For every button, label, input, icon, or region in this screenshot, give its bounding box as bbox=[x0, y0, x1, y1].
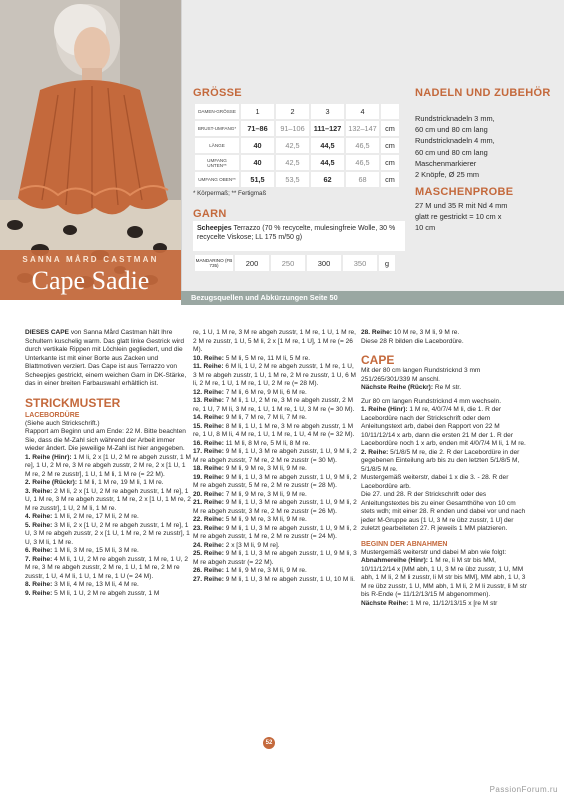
row-label: 20. Reihe: bbox=[193, 490, 224, 498]
row-text: 9 M li, 1 U, 3 M re abgeh zusstr, 1 U, 9 M li, 2 M re abgeh zusstr, 3 M re, 2 M re zusstr (= 26 M). bbox=[193, 499, 357, 515]
row-label: BRUST-UMFANG* bbox=[195, 121, 239, 136]
column-1 bbox=[25, 329, 191, 598]
unit-cell: cm bbox=[381, 121, 399, 136]
list-item: glatt re gestrickt = 10 cm x bbox=[415, 212, 502, 222]
instruction-row bbox=[361, 329, 527, 338]
size-cell: 44,5 bbox=[311, 155, 344, 170]
yarn-brand: Scheepjes bbox=[197, 225, 232, 232]
watermark: PassionForum.ru bbox=[489, 785, 558, 794]
size-cell: 71–86 bbox=[241, 121, 274, 136]
subsection-heading: BEGINN DER ABNAHMEN bbox=[361, 540, 448, 548]
row-text: 9 M li, 1 U, 3 M re abgeh zusstr, 1 U, 10 M li. bbox=[223, 575, 355, 583]
size-footnote: * Körpermaß; ** Fertigmaß bbox=[193, 190, 267, 197]
section-heading: STRICKMUSTER bbox=[25, 395, 121, 410]
panel-divider bbox=[181, 0, 182, 295]
table-row bbox=[195, 255, 395, 271]
row-text: 9 M li, 1 U, 3 M re abgeh zusstr, 1 U, 9 M li, 2 M re abgeh zusstr, 7 M re, 2 M re zusstr (= 30 M). bbox=[193, 448, 357, 464]
row-label: Nächste Reihe (Rückr): bbox=[361, 384, 434, 391]
column-3 bbox=[361, 329, 527, 608]
size-cell: 40 bbox=[241, 155, 274, 170]
row-label: 25. Reihe: bbox=[193, 550, 224, 557]
instruction-row bbox=[25, 479, 191, 488]
table-row bbox=[195, 104, 399, 119]
instruction-row bbox=[193, 576, 359, 585]
row-label: 1. Reihe (Hinr): bbox=[25, 453, 72, 461]
unit-cell: cm bbox=[381, 138, 399, 153]
row-label: 13. Reihe: bbox=[193, 397, 224, 404]
instruction-row bbox=[193, 525, 359, 542]
instruction-row bbox=[193, 567, 359, 576]
row-text: 1 M li, 2 x [1 U, 2 M re abgeh zusstr, 1 M re], 1 U, 2 M re, 3 M re abgeh zusstr, 2 M re, 2 x [1 U, 1 M re, 2 M re zusstr], 1 U, 1 M li, 1 M re (= 22 M). bbox=[25, 453, 191, 478]
section-heading: CAPE bbox=[361, 353, 395, 367]
row-text: 4 M li, 1 U, 2 M re abgeh zusstr, 1 M re, 1 U, 2 M re, 3 M re abgeh zusstr, 2 M re, 1 U, 1 M re, 2 M re zusstr, 1 U, 4 M li, 1 U, 1 M re, 1 U (= 24 M). bbox=[25, 555, 189, 580]
row-text: 5/1/8/5 M re, die 2. R der Lacebordüre in der gegebenen Einteilung arb bis zu den letzten 5/1/8/5 M, 5/1/8/5 M re. bbox=[361, 448, 520, 473]
needles-heading: NADELN UND ZUBEHÖR bbox=[415, 87, 551, 99]
row-label: 28. Reihe: bbox=[361, 329, 392, 336]
row-text: 7 M li, 6 M re, 9 M li, 6 M re. bbox=[223, 388, 307, 396]
instruction-row bbox=[25, 513, 191, 522]
instruction-row bbox=[193, 389, 359, 398]
row-label: 10. Reihe: bbox=[193, 354, 224, 362]
yarn-amount: 250 bbox=[271, 255, 305, 271]
row-text: 9 M li, 7 M re, 7 M li, 7 M re. bbox=[223, 414, 307, 421]
intro-paragraph bbox=[25, 329, 191, 389]
instruction-row bbox=[25, 488, 191, 514]
row-text: 9 M li, 1 U, 3 M re abgeh zusstr, 1 U, 9 M li, 2 M re abgeh zusstr, 1 M re, 2 M re zusstr (= 24 M). bbox=[193, 524, 357, 540]
sources-link[interactable]: Bezugsquellen und Abkürzungen Seite 50 bbox=[191, 293, 338, 302]
row-text: 1 M re, 4/0/7/4 M li, die 1. R der Lacebordüre nach der Strickschrift oder dem Anleitungstext arb, dabei den Rapport von 22 M 10/11/12/14 x arb, dann die ersten 21 M der 1. R der Lacebordüre noch 1 x arb, enden mit 4/0/7/4 M li, 1 M re. bbox=[361, 406, 526, 447]
instruction-row bbox=[193, 448, 359, 465]
row-text: 2 x [3 M li, 9 M re]. bbox=[223, 541, 280, 549]
row-text: 6 M li, 1 U, 2 M re abgeh zusstr, 1 M re, 1 U, 3 M re abgeh zusstr, 1 U, 1 M re, 2 M re zusstr, 1 U, 6 M li, 2 M re, 1 U, 1 M re, 1 U, 2 M re (= 28 M). bbox=[193, 363, 357, 387]
paragraph: Mustergemäß weiterstr und dabei M abn wie folgt: bbox=[361, 548, 507, 556]
instruction-row bbox=[193, 542, 359, 551]
row-text: 9 M li, 1 U, 3 M re abgeh zusstr, 1 U, 9 M li, 3 M re abgeh zusstr (= 22 M). bbox=[193, 550, 357, 566]
size-table bbox=[193, 102, 401, 189]
gauge-text bbox=[415, 200, 555, 234]
row-text: 1 M li, 1 M re, 19 M li, 1 M re. bbox=[77, 479, 164, 486]
yarn-unit: g bbox=[379, 255, 395, 271]
row-text: 8 M li, 1 U, 1 M re, 3 M re abgeh zusstr, 1 M re, 1 U, 8 M li, 4 M re, 1 U, 1 M re, 1 U, 4 M re (= 32 M). bbox=[193, 422, 355, 438]
unit-cell bbox=[381, 104, 399, 119]
row-text: 1 M li, 2 M re, 17 M li, 2 M re. bbox=[52, 513, 139, 520]
instruction-row bbox=[25, 547, 191, 556]
row-label: 14. Reihe: bbox=[193, 414, 224, 421]
row-text: 1 M re, 11/12/13/15 x [re M str bbox=[408, 599, 498, 607]
row-text: 1 M li, 9 M re, 3 M li, 9 M re. bbox=[223, 567, 307, 574]
instruction-row bbox=[361, 557, 527, 600]
size-cell: 46,5 bbox=[346, 138, 379, 153]
instruction-row bbox=[193, 423, 359, 440]
paragraph: Diese 28 R bilden die Lacebordüre. bbox=[361, 337, 464, 345]
row-label: 11. Reihe: bbox=[193, 363, 224, 370]
paragraph: Rapport am Beginn und am Ende: 22 M. Bitte beachten Sie, dass die M-Zahl sich während der Arbeit immer wieder ändert. Die jeweilige M-Zahl ist hier angegeben. bbox=[25, 428, 186, 452]
list-item: Maschenmarkierer bbox=[415, 158, 477, 168]
page-number: 52 bbox=[263, 737, 275, 749]
row-label: UMFANG UNTEN** bbox=[195, 155, 239, 170]
instruction-row bbox=[193, 363, 359, 389]
row-label: 2. Reihe: bbox=[361, 448, 389, 456]
paragraph: re, 1 U, 1 M re, 3 M re abgeh zusstr, 1 M re, 1 U, 1 M re, 2 M re zusstr, 1 U, 5 M li, 2 x [1 M re, 1 U], 1 M re (= 26 M). bbox=[193, 329, 357, 353]
row-label: 3. Reihe: bbox=[25, 487, 53, 495]
size-cell: 2 bbox=[276, 104, 309, 119]
paragraph: Die 27. und 28. R der Strickschrift oder des Anleitungstextes bis zu einer Gesamthöhe von 10 cm stets wdh; mit einer 28. R enden und dabei vor und nach jeder M-Gruppe aus [1 U, 3 M re übz zusstr, 1 U] der zuletzt gearbeiteten 27. R jeweils 1 MM platzieren. bbox=[361, 491, 526, 532]
yarn-details: Terrazzo (70 % recycelte, mulesingfreie Wolle, 30 % recycelte Viskose; LL 175 m/50 g) bbox=[197, 225, 396, 241]
row-label: UMFANG OBEN** bbox=[195, 172, 239, 187]
row-text: 9 M li, 1 U, 3 M re abgeh zusstr, 1 U, 9 M li, 2 M re abgeh zusstr, 5 M re, 2 M re zusstr (= 28 M). bbox=[193, 473, 357, 489]
needles-list bbox=[415, 113, 555, 180]
row-label: 4. Reihe: bbox=[25, 513, 53, 520]
row-text: 7 M li, 1 U, 2 M re, 3 M re abgeh zusstr, 2 M re, 1 U, 7 M li, 3 M re, 1 U, 1 M re, 1 U, 3 M re (= 30 M). bbox=[193, 397, 355, 413]
instruction-row bbox=[25, 590, 191, 599]
paragraph: Zur 80 cm langen Rundstricknd 4 mm wechseln. bbox=[361, 397, 502, 405]
row-label: 21. Reihe: bbox=[193, 499, 224, 506]
row-label: 2. Reihe (Rückr): bbox=[25, 479, 78, 486]
unit-cell: cm bbox=[381, 155, 399, 170]
column-2 bbox=[193, 329, 359, 584]
instruction-row bbox=[361, 406, 527, 449]
paragraph: Mustergemäß weiterstr, dabei 1 x die 3. - 28. R der Lacebordüre arb. bbox=[361, 474, 509, 490]
subsection-heading: LACEBORDÜRE bbox=[25, 411, 80, 419]
row-label: 19. Reihe: bbox=[193, 473, 224, 481]
instruction-row bbox=[25, 454, 191, 480]
size-cell: 68 bbox=[346, 172, 379, 187]
paragraph: Mit der 80 cm langen Rundstricknd 3 mm 251/265/301/339 M anschl. bbox=[361, 367, 481, 383]
row-label: Nächste Reihe: bbox=[361, 599, 409, 607]
row-label: 8. Reihe: bbox=[25, 581, 53, 588]
row-label: 17. Reihe: bbox=[193, 448, 224, 455]
row-label: 16. Reihe: bbox=[193, 439, 224, 447]
instruction-row bbox=[25, 581, 191, 590]
size-cell: 53,5 bbox=[276, 172, 309, 187]
yarn-description bbox=[193, 221, 405, 251]
row-text: 3 M li, 4 M re, 13 M li, 4 M re. bbox=[52, 581, 139, 588]
instruction-row bbox=[193, 516, 359, 525]
instruction-row bbox=[25, 522, 191, 548]
instruction-row bbox=[193, 397, 359, 414]
row-text: 11 M li, 8 M re, 5 M li, 8 M re. bbox=[223, 439, 311, 447]
unit-cell: cm bbox=[381, 172, 399, 187]
size-cell: 4 bbox=[346, 104, 379, 119]
instruction-row bbox=[361, 384, 527, 393]
row-text: 2 M li, 2 x [1 U, 2 M re abgeh zusstr, 1 M re], 1 U, 1 M re, 3 M re abgeh zusstr, 1 M re, 2 x [1 U, 1 M re, 2 M re zusstr], 1 U, 2 M li, 1 M re. bbox=[25, 487, 191, 512]
table-row bbox=[195, 138, 399, 153]
instruction-row bbox=[361, 600, 527, 609]
row-text: 5 M li, 1 U, 2 M re abgeh zusstr, 1 M bbox=[52, 589, 160, 597]
yarn-table bbox=[193, 253, 397, 273]
yarn-amount: 350 bbox=[343, 255, 377, 271]
row-text: Re M str. bbox=[433, 384, 462, 391]
instruction-row bbox=[193, 355, 359, 364]
row-label: DAMEN-GRÖSSE bbox=[195, 104, 239, 119]
size-cell: 111–127 bbox=[311, 121, 344, 136]
row-label: 12. Reihe: bbox=[193, 388, 224, 396]
list-item: Rundstricknadeln 4 mm, bbox=[415, 136, 495, 146]
author-name: SANNA MÅRD CASTMAN bbox=[22, 255, 159, 264]
list-item: 60 cm und 80 cm lang bbox=[415, 147, 488, 157]
instruction-row bbox=[193, 465, 359, 474]
instruction-row bbox=[193, 414, 359, 423]
intro-lead: DIESES CAPE bbox=[25, 329, 70, 336]
yarn-amount: 200 bbox=[235, 255, 269, 271]
size-heading: GRÖSSE bbox=[193, 87, 242, 99]
row-label: 6. Reihe: bbox=[25, 547, 53, 554]
list-item: Rundstricknadeln 3 mm, bbox=[415, 114, 495, 123]
row-text: 1 M re, li M str bis MM, 10/11/12/14 x [MM abh, 1 U, 3 M re übz zusstr, 1 U, MM abh, 1 M li, 2 M li zusstr, li M str bis MM], MM abh, 1 U, 3 M re übz zusstr, 1 U, MM abh, 1 M li, 2 M li zusstr, li M str bis R-Ende (= 11/12/13/15 M abgenommen). bbox=[361, 557, 527, 598]
row-label: 18. Reihe: bbox=[193, 465, 224, 472]
row-text: 7 M li, 9 M re, 3 M li, 9 M re. bbox=[223, 490, 307, 498]
size-cell: 1 bbox=[241, 104, 274, 119]
row-label: 22. Reihe: bbox=[193, 516, 224, 523]
instruction-row bbox=[193, 550, 359, 567]
table-row bbox=[195, 172, 399, 187]
yarn-amount: 300 bbox=[307, 255, 341, 271]
row-label: 27. Reihe: bbox=[193, 575, 224, 583]
row-label: 5. Reihe: bbox=[25, 521, 53, 529]
row-text: 1 M li, 3 M re, 15 M li, 3 M re. bbox=[52, 547, 139, 554]
paragraph: (Siehe auch Strickschrift.) bbox=[25, 419, 100, 427]
list-item: 2 Knöpfe, Ø 25 mm bbox=[415, 170, 480, 180]
size-cell: 40 bbox=[241, 138, 274, 153]
instruction-row bbox=[25, 556, 191, 582]
instruction-row bbox=[193, 474, 359, 491]
instruction-row bbox=[361, 449, 527, 475]
instruction-row bbox=[193, 440, 359, 449]
size-cell: 46,5 bbox=[346, 155, 379, 170]
yarn-color-label: MANDARINO (FB 735) bbox=[195, 255, 233, 271]
list-item: 60 cm und 80 cm lang bbox=[415, 125, 488, 135]
size-cell: 91–106 bbox=[276, 121, 309, 136]
instruction-row bbox=[193, 499, 359, 516]
list-item: 10 cm bbox=[415, 223, 436, 233]
size-cell: 44,5 bbox=[311, 138, 344, 153]
intro-text: von Sanna Mård Castman hält Ihre Schultern kuschelig warm. Das glatt linke Gestrick wird durch vertikale Rippen mit Löchlein gegliedert, und die Unterkante ist mit einer Borte aus Zacken und Blattmotiven verziert. Das Cape ist aus Terrazzo von Scheepjes gestrickt, einem weichen Garn in DK-Stärke, das in einer breiten Farbauswahl erhältlich ist. bbox=[25, 329, 187, 387]
row-label: 23. Reihe: bbox=[193, 524, 224, 532]
size-cell: 3 bbox=[311, 104, 344, 119]
row-label: LÄNGE bbox=[195, 138, 239, 153]
gauge-heading: MASCHENPROBE bbox=[415, 186, 514, 198]
list-item: 27 M und 35 R mit Nd 4 mm bbox=[415, 201, 508, 210]
size-cell: 62 bbox=[311, 172, 344, 187]
row-label: Abnahmereihe (Hinr): bbox=[361, 557, 428, 564]
row-label: 7. Reihe: bbox=[25, 555, 53, 563]
row-text: 3 M li, 2 x [1 U, 2 M re abgeh zusstr, 1 M re], 1 U, 3 M re abgeh zusstr, 2 x [1 U, 1 M re, 2 M re zusstr], 1 U, 3 M li, 1 M re. bbox=[25, 521, 190, 546]
row-text: 5 M li, 9 M re, 3 M li, 9 M re. bbox=[223, 516, 307, 523]
instruction-row bbox=[193, 491, 359, 500]
row-label: 26. Reihe: bbox=[193, 567, 224, 574]
table-row bbox=[195, 155, 399, 170]
row-label: 1. Reihe (Hinr): bbox=[361, 406, 408, 413]
row-label: 24. Reihe: bbox=[193, 541, 224, 549]
row-text: 5 M li, 5 M re, 11 M li, 5 M re. bbox=[223, 354, 311, 362]
yarn-heading: GARN bbox=[193, 208, 227, 220]
row-label: 15. Reihe: bbox=[193, 422, 224, 430]
size-cell: 51,5 bbox=[241, 172, 274, 187]
size-cell: 42,5 bbox=[276, 138, 309, 153]
size-cell: 132–147 bbox=[346, 121, 379, 136]
table-row bbox=[195, 121, 399, 136]
row-label: 9. Reihe: bbox=[25, 589, 53, 597]
row-text: 9 M li, 9 M re, 3 M li, 9 M re. bbox=[223, 465, 307, 472]
size-cell: 42,5 bbox=[276, 155, 309, 170]
pattern-title: Cape Sadie bbox=[31, 266, 150, 295]
row-text: 10 M re, 3 M li, 9 M re. bbox=[391, 329, 460, 336]
